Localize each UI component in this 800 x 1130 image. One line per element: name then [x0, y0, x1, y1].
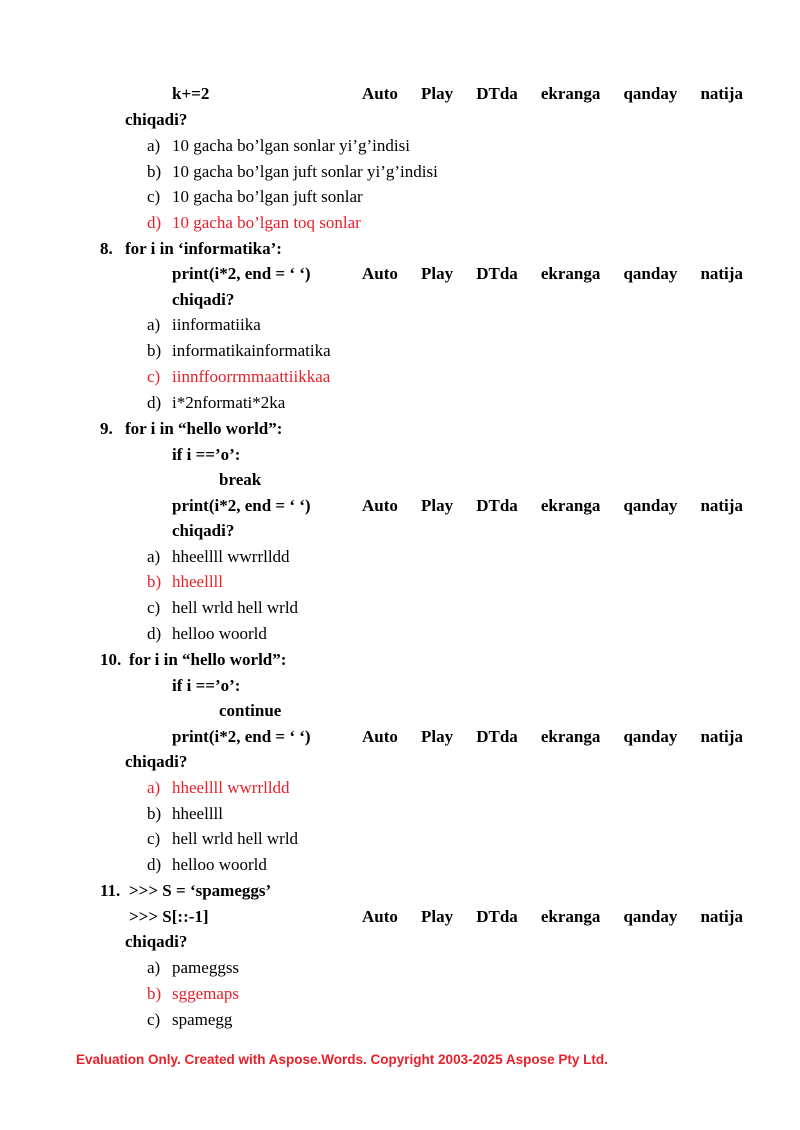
tail-word: natija	[700, 84, 743, 103]
question-end: chiqadi?	[125, 752, 188, 771]
question-code: if i ==’o’:	[172, 676, 241, 695]
question-code: for i in ‘informatika’:	[125, 239, 282, 258]
option-text: informatikainformatika	[172, 341, 331, 360]
option-label: d)	[147, 393, 162, 412]
tail-word: Auto	[362, 84, 398, 103]
q11-question-tail	[362, 905, 743, 929]
tail-word: Auto	[362, 907, 398, 926]
option-text: pameggss	[172, 958, 240, 977]
question-end: chiqadi?	[172, 521, 235, 540]
question-number: 10.	[100, 650, 122, 669]
question-number: 11.	[100, 881, 121, 900]
tail-word: Play	[421, 264, 454, 283]
tail-word: Play	[421, 84, 454, 103]
question-number: 8.	[100, 239, 113, 258]
tail-word: Auto	[362, 727, 398, 746]
option-text: sggemaps	[172, 984, 240, 1003]
question-code: break	[219, 470, 262, 489]
tail-word: DTda	[476, 907, 518, 926]
question-code: print(i*2, end = ‘ ‘)	[172, 264, 311, 283]
option-label: d)	[147, 624, 162, 643]
option-label: d)	[147, 213, 162, 232]
tail-word: qanday	[623, 264, 678, 283]
tail-word: DTda	[476, 727, 518, 746]
option-text: hheellll wwrrlldd	[172, 547, 290, 566]
tail-word: DTda	[476, 496, 518, 515]
question-code: continue	[219, 701, 282, 720]
option-label: c)	[147, 829, 161, 848]
option-label: b)	[147, 162, 162, 181]
tail-word: ekranga	[540, 496, 601, 515]
question-code: print(i*2, end = ‘ ‘)	[172, 496, 311, 515]
tail-word: natija	[700, 907, 743, 926]
tail-word: DTda	[476, 84, 518, 103]
option-text: iinformatiika	[172, 315, 261, 334]
question-code: print(i*2, end = ‘ ‘)	[172, 727, 311, 746]
option-text: helloo woorld	[172, 855, 267, 874]
option-text: i*2nformati*2ka	[172, 393, 286, 412]
option-text: 10 gacha bo’lgan toq sonlar	[172, 213, 361, 232]
question-code: for i in “hello world”:	[129, 650, 287, 669]
option-label: a)	[147, 778, 161, 797]
question-end: chiqadi?	[125, 932, 188, 951]
option-label: b)	[147, 984, 162, 1003]
option-label: a)	[147, 547, 161, 566]
tail-word: DTda	[476, 264, 518, 283]
option-text: helloo woorld	[172, 624, 267, 643]
option-label: a)	[147, 958, 161, 977]
tail-word: qanday	[623, 84, 678, 103]
option-label: a)	[147, 315, 161, 334]
option-text: 10 gacha bo’lgan juft sonlar yi’g’indisi	[172, 162, 438, 181]
question-code: if i ==’o’:	[172, 445, 241, 464]
tail-word: qanday	[623, 907, 678, 926]
tail-word: natija	[700, 264, 743, 283]
tail-word: Play	[421, 496, 454, 515]
q10-question-tail	[362, 725, 743, 749]
tail-word: ekranga	[540, 907, 601, 926]
tail-word: natija	[700, 496, 743, 515]
tail-word: ekranga	[540, 264, 601, 283]
tail-word: ekranga	[540, 84, 601, 103]
option-text: spamegg	[172, 1010, 233, 1029]
tail-word: qanday	[623, 727, 678, 746]
q9-question-tail	[362, 494, 743, 518]
tail-word: ekranga	[540, 727, 601, 746]
q7-question-tail	[362, 82, 743, 106]
tail-word: Auto	[362, 496, 398, 515]
option-label: c)	[147, 1010, 161, 1029]
option-text: iinnffoorrmmaattiikkaa	[172, 367, 331, 386]
question-code: >>> S = ‘spameggs’	[129, 881, 272, 900]
option-label: b)	[147, 804, 162, 823]
q7-code: k+=2	[172, 84, 210, 103]
question-number: 9.	[100, 419, 113, 438]
question-end: chiqadi?	[125, 110, 188, 129]
tail-word: qanday	[623, 496, 678, 515]
option-text: 10 gacha bo’lgan sonlar yi’g’indisi	[172, 136, 410, 155]
option-label: c)	[147, 187, 161, 206]
option-text: hheellll	[172, 572, 223, 591]
option-label: c)	[147, 367, 161, 386]
evaluation-footer: Evaluation Only. Created with Aspose.Words. Copyright 2003-2025 Aspose Pty Ltd.	[76, 1052, 608, 1067]
option-text: 10 gacha bo’lgan juft sonlar	[172, 187, 363, 206]
tail-word: Play	[421, 727, 454, 746]
option-label: d)	[147, 855, 162, 874]
tail-word: Auto	[362, 264, 398, 283]
option-text: hell wrld hell wrld	[172, 829, 299, 848]
option-text: hell wrld hell wrld	[172, 598, 299, 617]
tail-word: natija	[700, 727, 743, 746]
question-code: for i in “hello world”:	[125, 419, 283, 438]
option-label: b)	[147, 572, 162, 591]
option-label: c)	[147, 598, 161, 617]
option-label: b)	[147, 341, 162, 360]
option-text: hheellll	[172, 804, 223, 823]
tail-word: Play	[421, 907, 454, 926]
option-text: hheellll wwrrlldd	[172, 778, 290, 797]
question-end: chiqadi?	[172, 290, 235, 309]
option-label: a)	[147, 136, 161, 155]
question-code: >>> S[::-1]	[129, 907, 209, 926]
q8-question-tail	[362, 262, 743, 286]
